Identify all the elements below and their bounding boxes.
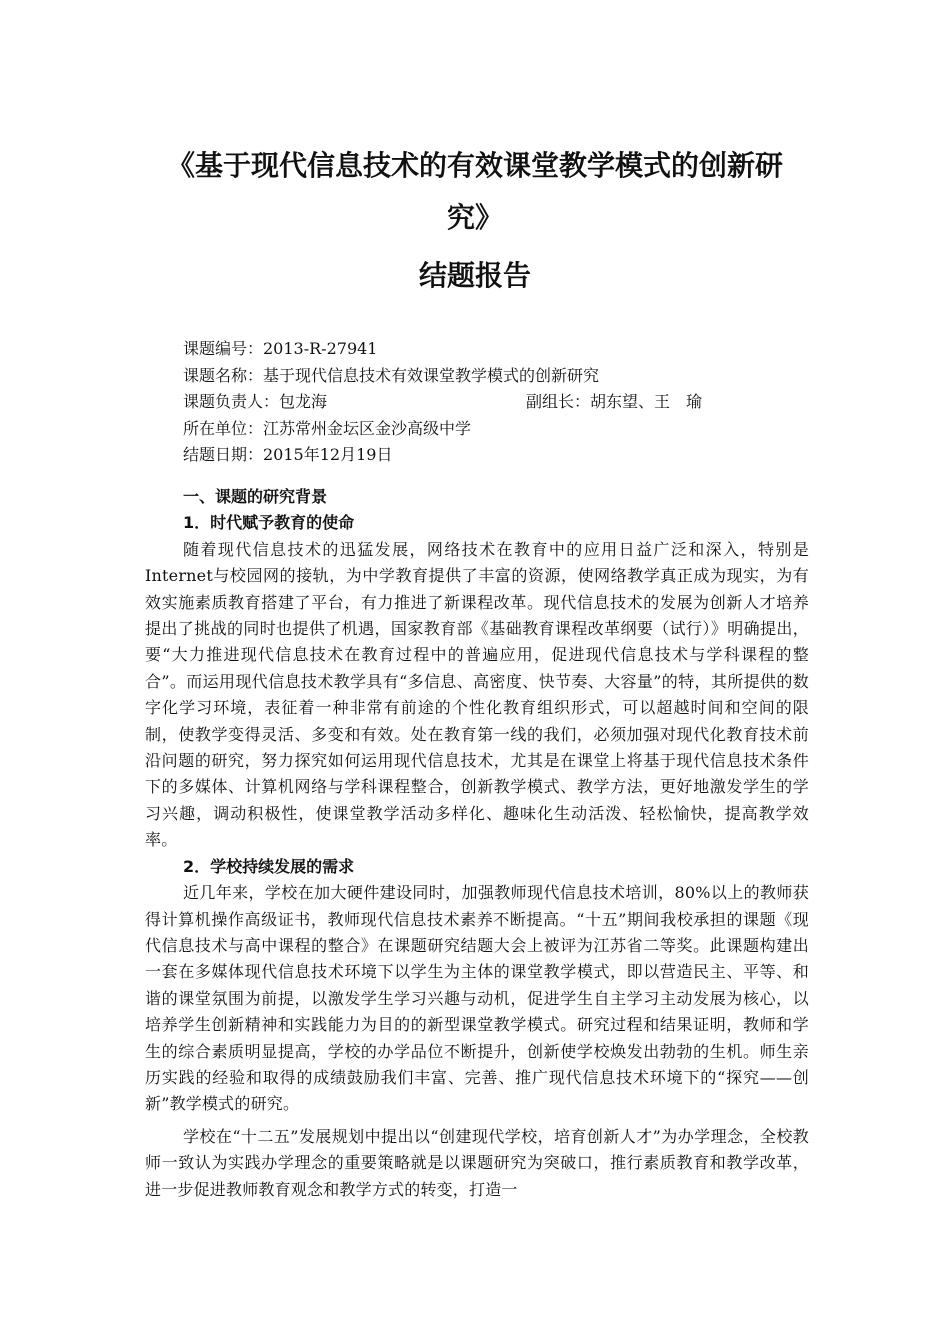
- project-date: 结题日期：2015年12月19日: [183, 445, 393, 464]
- document-title: [140, 140, 810, 244]
- project-leaders-row: [183, 389, 823, 416]
- project-unit: 所在单位：江苏常州金坛区金沙高级中学: [183, 418, 472, 438]
- title-line-2: 究》: [446, 201, 503, 234]
- project-deputy: 副组长：胡东望、王 瑜: [526, 392, 703, 411]
- title-line-1: 《基于现代信息技术的有效课堂教学模式的创新研: [166, 149, 783, 182]
- project-leader: 课题负责人：包龙海: [183, 392, 328, 411]
- paragraph: 近几年来，学校在加大硬件建设同时，加强教师现代信息技术培训，80%以上的教师获得计算机操作高级证书，教师现代信息技术素养不断提高。“十五”期间我校承担的课题《现代信息技术与高中课程的整合》在课题研究结题大会上被评为江苏省二等奖。此课题构建出一套在多媒体现代信息技术环境下以学生为主体的课堂教学模式，即以营造民主、平等、和谐的课堂氛围为前提，以激发学生学习兴趣与动机，促进学生自主学习主动发展为核心，以培养学生创新精神和实践能力为目的的新型课堂教学模式。研究过程和结果证明，教师和学生的综合素质明显提高，学校的办学品位不断提升，创新使学校焕发出勃勃的生机。师生亲历实践的经验和取得的成绩鼓励我们丰富、完善、推广现代信息技术环境下的“探究——创新”教学模式的研究。: [145, 883, 809, 1114]
- project-name: 课题名称：基于现代信息技术有效课堂教学模式的创新研究: [183, 365, 600, 385]
- subsection-heading: 2．学校持续发展的需求: [183, 856, 355, 876]
- document-body: [145, 484, 809, 1203]
- paragraph: 学校在“十二五”发展规划中提出以“创建现代学校，培育创新人才”为办学理念，全校教师一致认为实践办学理念的重要策略就是以课题研究为突破口，推行素质教育和教学改革，进一步促进教师教育观念和教学方式的转变，打造一: [145, 1126, 809, 1199]
- section-heading: 一、课题的研究背景: [183, 487, 328, 506]
- project-number: 课题编号：2013-R-27941: [183, 339, 378, 358]
- project-meta: [183, 336, 823, 469]
- paragraph: 随着现代信息技术的迅猛发展，网络技术在教育中的应用日益广泛和深入，特别是Internet与校园网的接轨，为中学教育提供了丰富的资源，使网络教学真正成为现实，为有效实施素质教育搭建了平台，有力推进了新课程改革。现代信息技术的发展为创新人才培养提出了挑战的同时也提供了机遇，国家教育部《基础教育课程改革纲要（试行）》明确提出，要“大力推进现代信息技术在教育过程中的普遍应用，促进现代信息技术与学科课程的整合”。而运用现代信息技术教学具有“多信息、高密度、快节奏、大容量”的特，其所提供的数字化学习环境，表征着一种非常有前途的个性化教育组织形式，可以超越时间和空间的限制，使教学变得灵活、多变和有效。处在教育第一线的我们，必须加强对现代化教育技术前沿问题的研究，努力探究如何运用现代信息技术，尤其是在课堂上将基于现代信息技术条件下的多媒体、计算机网络与学科课程整合，创新教学模式、教学方法，更好地激发学生的学习兴趣，调动积极性，使课堂教学活动多样化、趣味化生动活泼、轻松愉快，提高教学效率。: [145, 539, 809, 850]
- document-subtitle: 结题报告: [418, 259, 531, 292]
- subsection-heading: 1．时代赋予教育的使命: [183, 513, 355, 533]
